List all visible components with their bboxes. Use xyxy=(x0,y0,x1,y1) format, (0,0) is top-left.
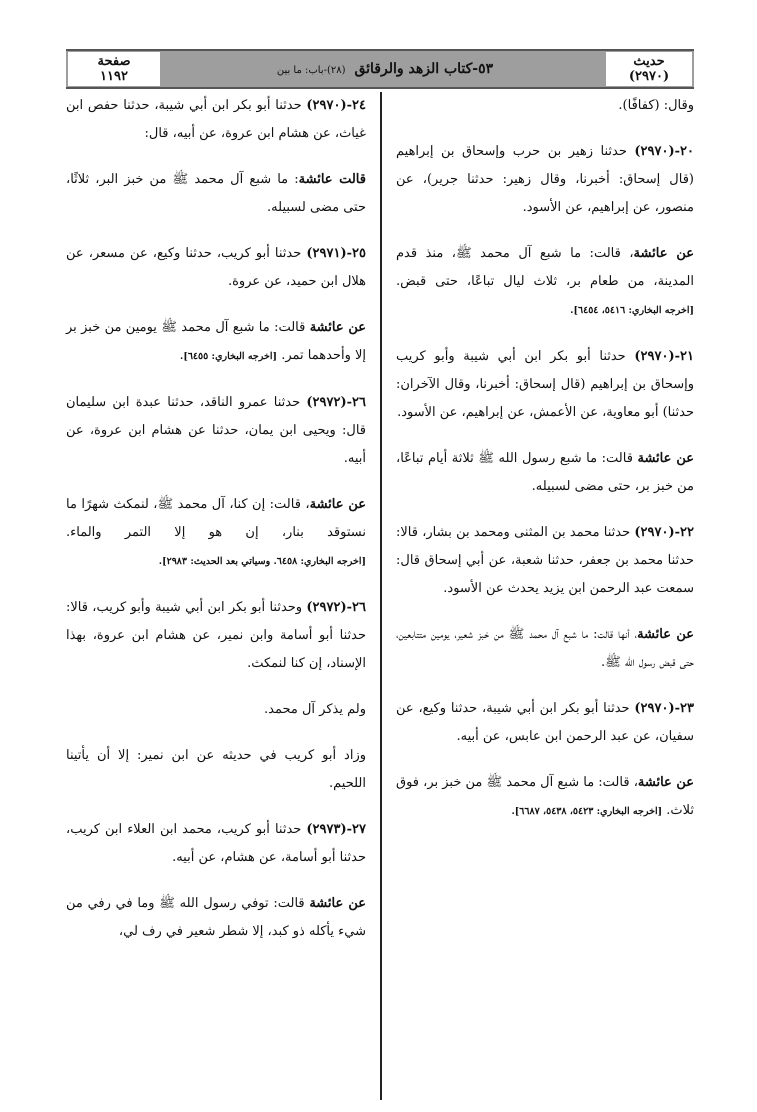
page-number: ١١٩٢ xyxy=(100,69,128,84)
hadith-number: ٢٥-(٢٩٧١) xyxy=(306,246,366,261)
narrator-name: عن عائشة xyxy=(637,451,694,466)
narrator-name: عن عائشة xyxy=(637,627,694,642)
hadith-paragraph xyxy=(396,769,694,826)
hadith-paragraph xyxy=(66,389,366,473)
hadith-paragraph xyxy=(396,519,694,603)
narrator-name: قالت عائشة xyxy=(298,172,366,187)
hadith-text: حدثنا أبو بكر ابن أبي شيبة وأبو كريب وإسحاق بن إبراهيم (قال إسحاق: أخبرنا، وقال الآخران: حدثنا) أبو معاوية، عن الأعمش، عن إبراهيم، عن الأسود. xyxy=(396,349,694,420)
hadith-text: وزاد أبو كريب في حديثه عن ابن نمير: إلا أن يأتينا اللحيم. xyxy=(66,748,366,791)
hadith-number: ٢١-(٢٩٧٠) xyxy=(634,349,694,364)
hadith-paragraph xyxy=(66,92,366,148)
hadith-text: حدثنا أبو كريب، حدثنا وكيع، عن مسعر، عن هلال ابن حميد، عن عروة. xyxy=(66,246,366,289)
hadith-number: ٢٧-(٢٩٧٣) xyxy=(306,822,366,837)
hadith-paragraph xyxy=(396,695,694,751)
hadith-text: ولم يذكر آل محمد. xyxy=(264,702,366,717)
hadith-number: ٢٦-(٢٩٧٢) xyxy=(306,395,366,410)
hadith-text: حدثنا أبو كريب، محمد ابن العلاء ابن كريب، حدثنا أبو أسامة، عن هشام، عن أبيه. xyxy=(66,822,366,865)
hadith-number: ٢٣-(٢٩٧٠) xyxy=(634,701,694,716)
hadith-paragraph xyxy=(66,594,366,678)
book-title-bar xyxy=(162,61,604,77)
book-title: ٥٣-كتاب الزهد والرقائق xyxy=(354,61,494,77)
hadith-text: حدثنا عمرو الناقد، حدثنا عبدة ابن سليمان قال: ويحيى ابن يمان، حدثنا عن هشام ابن عروة، عن أبيه. xyxy=(66,395,366,466)
hadith-text: ، قالت: ما شبع آل محمد ﷺ، منذ قدم المدينة، من طعام بر، ثلاث ليال تباعًا، حتى قبض. xyxy=(396,246,694,289)
hadith-number: ٢٠-(٢٩٧٠) xyxy=(634,144,694,159)
hadith-number-box xyxy=(606,52,692,86)
hadith-text: : ما شبع آل محمد ﷺ من خبز البر، ثلاثًا، حتى مضى لسبيله. xyxy=(66,172,366,215)
narrator-name: عن عائشة xyxy=(309,497,366,512)
hadith-text: قالت: ما شبع رسول الله ﷺ ثلاثة أيام تباعًا، من خبز بر، حتى مضى لسبيله. xyxy=(396,451,694,494)
hadith-text: حدثنا محمد بن المثنى ومحمد بن بشار، قالا: حدثنا محمد بن جعفر، حدثنا شعبة، عن أبي إسحاق قال: سمعت عبد الرحمن ابن يزيد يحدث عن الأسود. xyxy=(396,525,694,596)
hadith-text: حدثنا زهير بن حرب وإسحاق بن إبراهيم (قال إسحاق: أخبرنا، وقال زهير: حدثنا جرير)، عن منصور، عن إبراهيم، عن الأسود. xyxy=(396,144,694,215)
hadith-text: ، قالت: ما شبع آل محمد ﷺ من خبز بر، فوق ثلاث. xyxy=(395,775,694,818)
bukhari-reference: [اخرجه البخاري: ٦٤٥٥]. xyxy=(180,351,278,362)
hadith-paragraph xyxy=(396,343,694,427)
hadith-paragraph xyxy=(66,696,366,724)
hadith-number: ٢٢-(٢٩٧٠) xyxy=(634,525,694,540)
chapter-title: (٢٨)-باب: ما بين xyxy=(276,65,346,76)
hadith-paragraph xyxy=(396,138,694,222)
hadith-paragraph xyxy=(66,890,366,946)
hadith-text: ، أنها قالت: ما شبع آل محمد ﷺ من خبز شعير، يومين متتابعين، حتى قبض رسول الله ﷺ. xyxy=(396,627,694,670)
text-columns xyxy=(66,92,694,1100)
hadith-number: ٢٤-(٢٩٧٠) xyxy=(306,98,366,113)
hadith-paragraph xyxy=(66,816,366,872)
page-label: صفحة xyxy=(97,54,131,69)
hadith-paragraph xyxy=(66,314,366,371)
hadith-text: حدثنا أبو بكر ابن أبي شيبة، حدثنا حفص ابن غياث، عن هشام ابن عروة، عن أبيه، قال: xyxy=(66,98,366,141)
narrator-name: عن عائشة xyxy=(309,320,366,335)
page-header xyxy=(66,49,694,89)
narrator-name: عن عائشة xyxy=(637,775,694,790)
left-column xyxy=(66,92,380,1100)
hadith-text: وحدثنا أبو بكر ابن أبي شيبة وأبو كريب، قالا: حدثنا أبو أسامة وابن نمير، عن هشام ابن عروة، بهذا الإسناد، إن كنا لنمكث. xyxy=(66,600,366,671)
hadith-text: ، قالت: إن كنا، آل محمد ﷺ، لنمكث شهرًا ما نستوقد بنار، إن هو إلا التمر والماء. xyxy=(66,497,366,540)
hadith-text: حدثنا أبو بكر ابن أبي شيبة، حدثنا وكيع، عن سفيان، عن عبد الرحمن ابن عابس، عن أبيه. xyxy=(396,701,694,744)
hadith-text: قالت: ما شبع آل محمد ﷺ يومين من خبز بر إلا وأحدهما تمر. xyxy=(66,320,366,363)
hadith-paragraph xyxy=(396,240,694,325)
hadith-number: ٢٦-(٢٩٧٢) xyxy=(306,600,366,615)
narrator-name: عن عائشة xyxy=(633,246,694,261)
hadith-label: حديث xyxy=(633,54,665,69)
narrator-name: عن عائشة xyxy=(309,896,366,911)
hadith-paragraph xyxy=(66,742,366,798)
hadith-paragraph xyxy=(66,491,366,576)
hadith-text: قالت: توفي رسول الله ﷺ وما في رفي من شيء يأكله ذو كبد، إلا شطر شعير في رف لي، xyxy=(66,896,366,939)
hadith-paragraph xyxy=(66,166,366,222)
bukhari-reference: [اخرجه البخاري: ٥٤٢٣، ٥٤٣٨، ٦٦٨٧]. xyxy=(511,806,663,817)
right-column xyxy=(380,92,694,1100)
bukhari-reference: [اخرجه البخاري: ٥٤١٦، ٦٤٥٤]. xyxy=(570,305,694,316)
page-number-box xyxy=(68,52,160,86)
hadith-text: وقال: (كفافًا). xyxy=(618,98,694,113)
bukhari-reference: [اخرجه البخاري: ٦٤٥٨. وسياتي بعد الحديث: ٢٩٨٣]. xyxy=(158,556,366,567)
hadith-number: (٢٩٧٠) xyxy=(628,69,670,84)
hadith-paragraph xyxy=(396,92,694,120)
hadith-paragraph xyxy=(396,445,694,501)
hadith-paragraph xyxy=(66,240,366,296)
hadith-paragraph xyxy=(396,621,694,677)
